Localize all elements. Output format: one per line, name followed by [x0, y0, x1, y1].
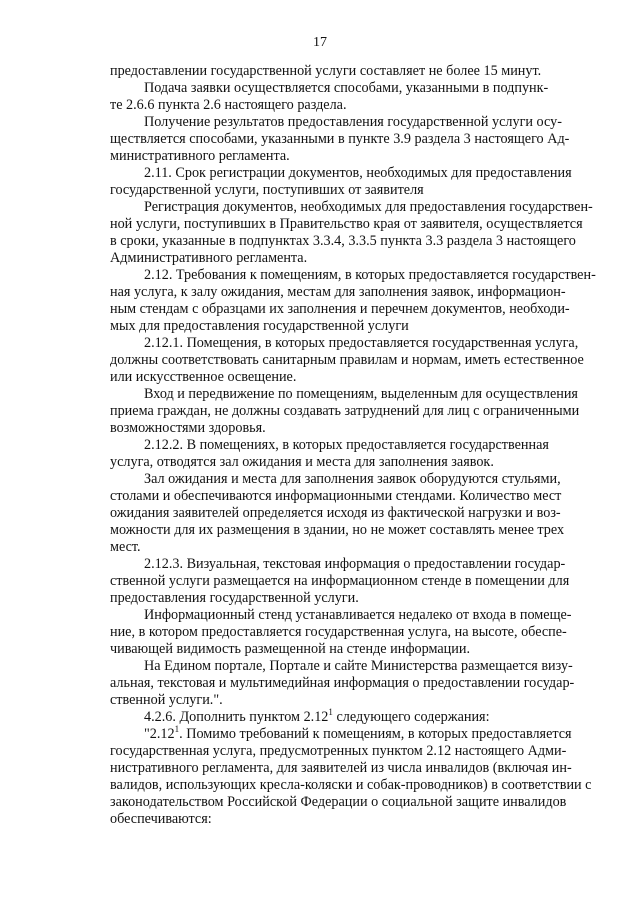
- text-line: Регистрация документов, необходимых для предоставления государствен-: [144, 199, 593, 215]
- text-line: альная, текстовая и мультимедийная информация о предоставлении государ-: [110, 675, 575, 691]
- text-segment: следующего содержания:: [332, 709, 490, 725]
- text-line: предоставления государственной услуги.: [110, 590, 359, 606]
- text-line: чивающей видимость размещенной на стенде информации.: [110, 641, 470, 657]
- text-line: 2.11. Срок регистрации документов, необходимых для предоставления: [144, 165, 572, 181]
- text-line: государственной услуги, поступивших от заявителя: [110, 182, 424, 198]
- text-line: возможностями здоровья.: [110, 420, 266, 436]
- page-number: 17: [313, 35, 327, 50]
- text-line: столами и обеспечиваются информационными стендами. Количество мест: [110, 488, 562, 504]
- superscript: 1: [328, 707, 333, 717]
- paragraph: [110, 556, 612, 607]
- text-line: 2.12.3. Визуальная, текстовая информация о предоставлении государ-: [144, 556, 566, 572]
- text-line: мых для предоставления государственной услуги: [110, 318, 409, 334]
- text-line: Информационный стенд устанавливается недалеко от входа в помеще-: [144, 607, 572, 623]
- text-line: должны соответствовать санитарным правилам и нормам, иметь естественное: [110, 352, 584, 368]
- section-heading: [110, 165, 612, 199]
- document-body: [110, 63, 612, 828]
- text-line: законодательством Российской Федерации о социальной защите инвалидов: [110, 794, 567, 810]
- amendment-paragraph: [110, 726, 612, 828]
- text-segment: 4.2.6. Дополнить пунктом 2.12: [144, 709, 329, 725]
- paragraph: [110, 80, 612, 114]
- text-line: ственной услуги размещается на информационном стенде в помещении для: [110, 573, 570, 589]
- text-line: На Едином портале, Портале и сайте Министерства размещается визу-: [144, 658, 573, 674]
- text-line: 2.12.1. Помещения, в которых предоставляется государственная услуга,: [144, 335, 579, 351]
- text-line: Административного регламента.: [110, 250, 308, 266]
- text-line: Подача заявки осуществляется способами, указанными в подпунк-: [144, 80, 549, 96]
- text-line: [110, 709, 612, 726]
- paragraph: [110, 114, 612, 165]
- text-line: ной услуги, поступивших в Правительство края от заявителя, осуществляется: [110, 216, 583, 232]
- text-segment: "2.12: [144, 726, 175, 742]
- text-line: в сроки, указанные в подпунктах 3.3.4, 3.3.5 пункта 3.3 раздела 3 настоящего: [110, 233, 576, 249]
- text-line: те 2.6.6 пункта 2.6 настоящего раздела.: [110, 97, 347, 113]
- text-line: нистративного регламента, для заявителей из числа инвалидов (включая ин-: [110, 760, 572, 776]
- text-line: можности для их размещения в здании, но не может составлять менее трех: [110, 522, 565, 538]
- text-line: обеспечиваются:: [110, 811, 212, 827]
- text-line: ние, в котором предоставляется государственная услуга, на высоте, обеспе-: [110, 624, 567, 640]
- text-line: приема граждан, не должны создавать затруднений для лиц с ограниченными: [110, 403, 580, 419]
- paragraph: [110, 471, 612, 556]
- section-heading: [110, 267, 612, 335]
- text-line: Зал ожидания и места для заполнения заявок оборудуются стульями,: [144, 471, 561, 487]
- amendment-paragraph: [110, 709, 612, 726]
- text-line: государственная услуга, предусмотренных пунктом 2.12 настоящего Адми-: [110, 743, 567, 759]
- paragraph: [110, 658, 612, 709]
- text-line: 2.12. Требования к помещениям, в которых предоставляется государствен-: [144, 267, 596, 283]
- text-line: услуга, отводятся зал ожидания и места для заполнения заявок.: [110, 454, 494, 470]
- paragraph: [110, 607, 612, 658]
- text-line: предоставлении государственной услуги составляет не более 15 минут.: [110, 63, 542, 79]
- text-line: мест.: [110, 539, 141, 555]
- text-line: Получение результатов предоставления государственной услуги осу-: [144, 114, 562, 130]
- text-line: министративного регламента.: [110, 148, 290, 164]
- text-line: или искусственное освещение.: [110, 369, 297, 385]
- paragraph: [110, 63, 612, 80]
- superscript: 1: [174, 724, 180, 734]
- text-line: [110, 726, 612, 743]
- paragraph: [110, 386, 612, 437]
- text-line: ственной услуги.".: [110, 692, 223, 708]
- paragraph: [110, 437, 612, 471]
- text-segment: . Помимо требований к помещениям, в которых предоставляется: [179, 726, 572, 742]
- text-line: ществляется способами, указанными в пункте 3.9 раздела 3 настоящего Ад-: [110, 131, 570, 147]
- text-line: ным стендам с образцами их заполнения и перечнем документов, необходи-: [110, 301, 570, 317]
- paragraph: [110, 335, 612, 386]
- text-line: 2.12.2. В помещениях, в которых предоставляется государственная: [144, 437, 549, 453]
- text-line: валидов, использующих кресла-коляски и собак-проводников) в соответствии с: [110, 777, 592, 793]
- text-line: ная услуга, к залу ожидания, местам для заполнения заявок, информацион-: [110, 284, 566, 300]
- paragraph: [110, 199, 612, 267]
- text-line: Вход и передвижение по помещениям, выделенным для осуществления: [144, 386, 578, 402]
- text-line: ожидания заявителей определяется исходя из фактической нагрузки и воз-: [110, 505, 561, 521]
